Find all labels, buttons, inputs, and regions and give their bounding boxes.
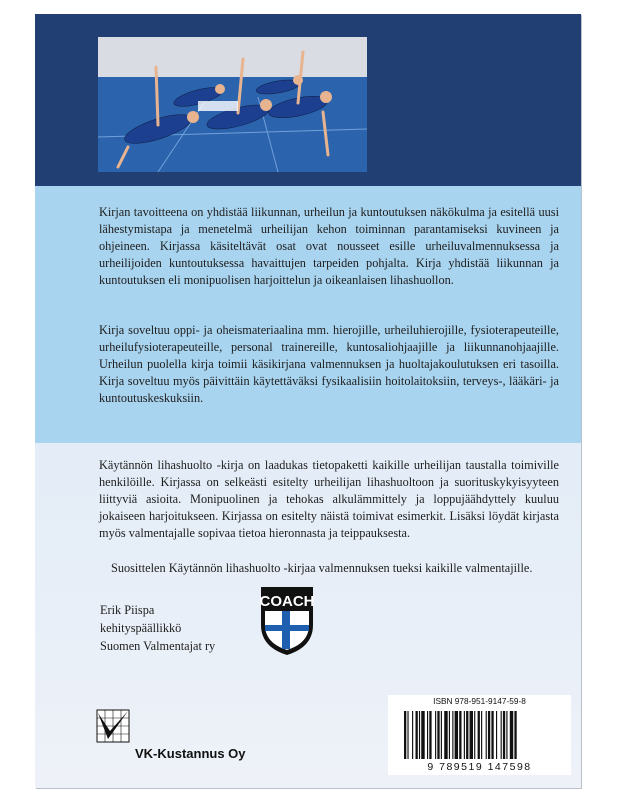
recommendation-paragraph: Käytännön lihashuolto -kirja on laadukas tietopaketti kaikille urheilijan taustalla toimiville henkilöille. Kirjassa on selkeästi esitelty urheilijan lihashuoltoon ja suorituskykyisyyteen liittyviä asioita. Monipuolinen ja tehokas alkulämmittely ja loppujäähdyttely kuuluu jokaiseen harjoitukseen. Kirjassa on esitelty näistä toimivat esimerkit. Lisäksi löydät kirjasta myös valmentajalle sopivaa tietoa hieronnasta ja teippauksesta.: [99, 458, 559, 540]
signer-organization: Suomen Valmentajat ry: [100, 639, 216, 653]
signature-block: [100, 601, 215, 655]
barcode-bars: [388, 707, 571, 763]
signer-name: Erik Piispa: [100, 603, 155, 617]
publisher-logo-icon: [96, 709, 130, 748]
isbn-label: ISBN 978-951-9147-59-8: [433, 696, 526, 706]
audience-paragraph: Kirja soveltuu oppi- ja oheismateriaalina mm. hierojille, urheiluhierojille, fysioterapeuteille, urheilufysioterapeuteille, personal trainereille, kuntosaliohjaajille ja liikunnanohjaajille. Urheilun puolella kirja toimii käsikirjana valmennuksen ja huoltajakoulutuksen eri tasoilla. Kirja soveltuu myös päivittäin käytettäväksi fysikaalisiin hoitolaitoksiin, terveys-, lääkäri- ja kuntoutuskeskuksiin.: [99, 323, 559, 405]
coach-logo-text: COACH: [259, 593, 315, 610]
book-back-cover: [35, 14, 581, 788]
coach-logo: [259, 585, 315, 662]
barcode-number: 9 789519 147598: [427, 761, 532, 773]
athletes-photo: [98, 37, 367, 172]
signer-title: kehityspäällikkö: [100, 621, 182, 635]
barcode: [388, 695, 571, 775]
closing-paragraph: Suosittelen Käytännön lihashuolto -kirjaa valmennuksen tueksi kaikille valmentajille.: [111, 561, 533, 575]
publisher-name: VK-Kustannus Oy: [135, 746, 246, 761]
intro-paragraph: Kirjan tavoitteena on yhdistää liikunnan, urheilun ja kuntoutuksen näkökulma ja esitellä uusi lähestymistapa ja menetelmä urheilijan kehon toiminnan parantamiseksi kuvineen ja ohjeineen. Kirjassa käsiteltävät osat ovat nousseet esille urheiluvalmennuksessa ja urheilijoiden kuntoutuksessa havaittujen tarpeiden pohjalta. Kirja yhdistää liikunnan ja kuntoutuksen eli monipuolisen harjoittelun ja oikeanlaisen lihashuollon.: [99, 205, 559, 287]
